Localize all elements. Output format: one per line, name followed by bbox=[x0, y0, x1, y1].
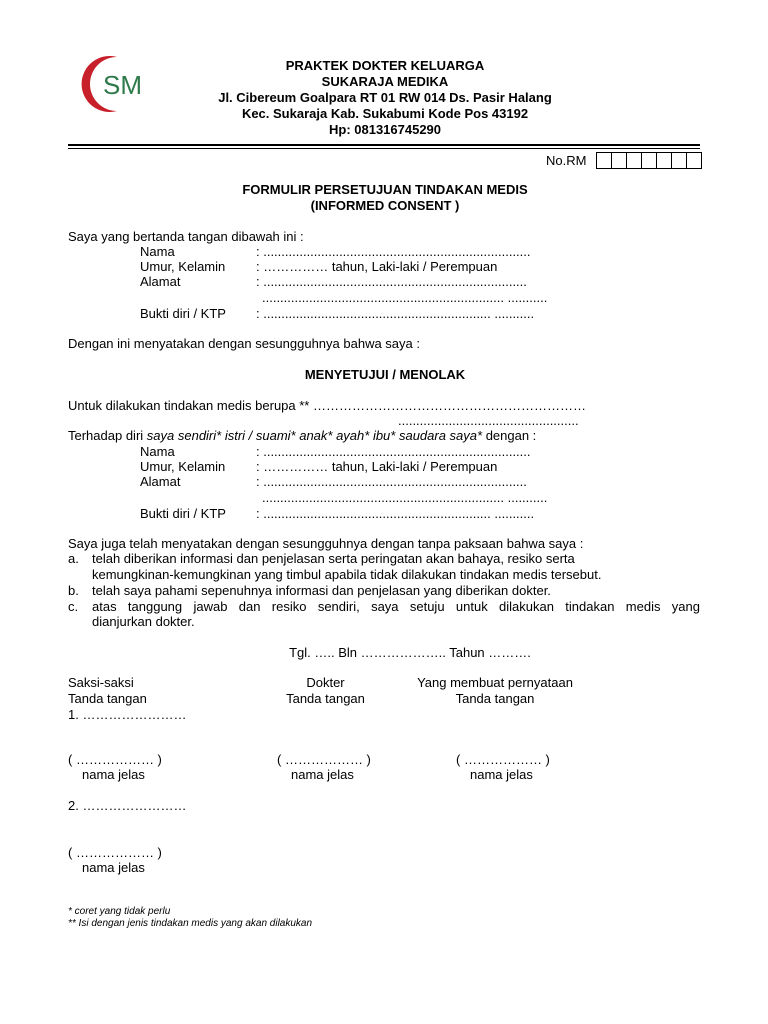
tindakan-line2[interactable]: .................................................. bbox=[398, 413, 579, 428]
field2-alamat-value2[interactable]: ................................................................... ........... bbox=[262, 490, 548, 505]
clinic-name: SUKARAJA MEDIKA bbox=[321, 74, 449, 89]
saksi-title: Saksi-saksi bbox=[68, 675, 134, 690]
field2-ktp-label: Bukti diri / KTP bbox=[140, 506, 226, 521]
field2-alamat-label: Alamat bbox=[140, 474, 181, 489]
date-line[interactable]: Tgl. ….. Bln ……………….. Tahun ………. bbox=[289, 645, 531, 660]
terhadap-suffix: dengan : bbox=[482, 428, 537, 443]
field2-ktp-value[interactable]: : ............................................................... ........... bbox=[256, 506, 535, 521]
saksi2-line[interactable]: 2. …………………… bbox=[68, 798, 187, 813]
intro-text: Saya yang bertanda tangan dibawah ini : bbox=[68, 229, 304, 244]
clinic-logo bbox=[77, 53, 149, 115]
pernyataan-nama-jelas: nama jelas bbox=[470, 767, 533, 782]
item-a-marker: a. bbox=[68, 551, 79, 566]
tindakan-line[interactable]: Untuk dilakukan tindakan medis berupa ** ……………………………………………………… bbox=[68, 398, 586, 413]
also-text: Saya juga telah menyatakan dengan sesungguhnya dengan tanpa paksaan bahwa saya : bbox=[68, 536, 584, 551]
saksi1-line[interactable]: 1. …………………… bbox=[68, 707, 187, 722]
clinic-address: Jl. Cibereum Goalpara RT 01 RW 014 Ds. Pasir Halang bbox=[218, 90, 552, 105]
saksi1-nama-jelas: nama jelas bbox=[82, 767, 145, 782]
field2-umur-label: Umur, Kelamin bbox=[140, 459, 226, 474]
item-b-marker: b. bbox=[68, 583, 79, 598]
clinic-type: PRAKTEK DOKTER KELUARGA bbox=[285, 58, 485, 73]
field-umur-value[interactable]: : …………… tahun, Laki-laki / Perempuan bbox=[256, 259, 498, 274]
choice-text[interactable]: MENYETUJUI / MENOLAK bbox=[304, 367, 466, 382]
dokter-bracket[interactable]: ( ……………… ) bbox=[277, 752, 371, 767]
item-a-line1: telah diberikan informasi dan penjelasan serta peringatan akan bahaya, resiko serta bbox=[92, 551, 575, 566]
terhadap-prefix: Terhadap diri bbox=[68, 428, 147, 443]
field-alamat-value[interactable]: : ......................................................................... bbox=[256, 274, 527, 289]
saksi1-bracket[interactable]: ( ……………… ) bbox=[68, 752, 162, 767]
field2-nama-value[interactable]: : .......................................................................... bbox=[256, 444, 531, 459]
form-subtitle: (INFORMED CONSENT ) bbox=[310, 198, 460, 213]
field-nama-value[interactable]: : .......................................................................... bbox=[256, 244, 531, 259]
field-alamat-label: Alamat bbox=[140, 274, 181, 289]
field2-umur-value[interactable]: : …………… tahun, Laki-laki / Perempuan bbox=[256, 459, 498, 474]
item-b-line1: telah saya pahami sepenuhnya informasi dan penjelasan yang diberikan dokter. bbox=[92, 583, 551, 598]
no-rm-label: No.RM bbox=[546, 153, 587, 168]
form-title: FORMULIR PERSETUJUAN TINDAKAN MEDIS bbox=[242, 182, 528, 197]
saksi2-bracket[interactable]: ( ……………… ) bbox=[68, 845, 162, 860]
field-umur-label: Umur, Kelamin bbox=[140, 259, 226, 274]
footnote-2: ** Isi dengan jenis tindakan medis yang akan dilakukan bbox=[68, 918, 313, 929]
field-ktp-value[interactable]: : ............................................................... ........... bbox=[256, 306, 535, 321]
field2-alamat-value[interactable]: : ......................................................................... bbox=[256, 474, 527, 489]
field-alamat-value2[interactable]: ................................................................... ........... bbox=[262, 290, 548, 305]
header-divider-thin bbox=[68, 148, 700, 149]
no-rm-boxes[interactable] bbox=[596, 152, 702, 169]
item-c-line1: atas tanggung jawab dan resiko sendiri, saya setuju untuk dilakukan tindakan medis yang bbox=[92, 599, 700, 614]
terhadap-line bbox=[68, 428, 536, 443]
dokter-title: Dokter bbox=[306, 675, 345, 690]
field-ktp-label: Bukti diri / KTP bbox=[140, 306, 226, 321]
field2-nama-label: Nama bbox=[140, 444, 175, 459]
statement-text: Dengan ini menyatakan dengan sesungguhnya bahwa saya : bbox=[68, 336, 420, 351]
field-nama-label: Nama bbox=[140, 244, 175, 259]
saksi-sub: Tanda tangan bbox=[68, 691, 147, 706]
item-c-marker: c. bbox=[68, 599, 79, 614]
pernyataan-title: Yang membuat pernyataan bbox=[417, 675, 573, 690]
logo-text: SM bbox=[103, 70, 142, 100]
pernyataan-bracket[interactable]: ( ……………… ) bbox=[456, 752, 550, 767]
footnote-1: * coret yang tidak perlu bbox=[68, 906, 171, 917]
item-a-line2: kemungkinan-kemungkinan yang timbul apabila tidak dilakukan tindakan medis tersebut. bbox=[92, 567, 602, 582]
dokter-nama-jelas: nama jelas bbox=[291, 767, 354, 782]
header-divider bbox=[68, 144, 700, 146]
clinic-phone: Hp: 081316745290 bbox=[328, 122, 442, 137]
clinic-district: Kec. Sukaraja Kab. Sukabumi Kode Pos 43192 bbox=[241, 106, 529, 121]
pernyataan-sub: Tanda tangan bbox=[455, 691, 535, 706]
item-c-line2: dianjurkan dokter. bbox=[92, 614, 195, 629]
dokter-sub: Tanda tangan bbox=[286, 691, 365, 706]
saksi2-nama-jelas: nama jelas bbox=[82, 860, 145, 875]
terhadap-options[interactable]: saya sendiri* istri / suami* anak* ayah* ibu* saudara saya* bbox=[146, 428, 483, 443]
